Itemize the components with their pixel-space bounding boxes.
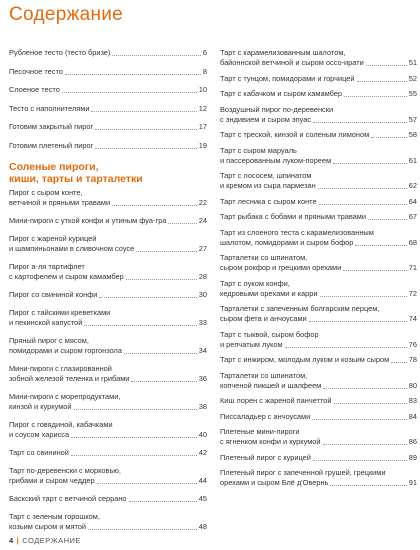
dot-leader [334,403,407,404]
toc-page-number: 78 [408,355,417,364]
toc-page-number: 52 [408,73,417,83]
toc-entry-title-line: Тарт с зеленым горошком, [9,511,100,521]
toc-entry-row [220,238,417,248]
toc-entry-title-line: Писсаладьер с анчоусами [220,411,311,421]
footer-separator: | [16,536,20,545]
dot-leader [323,388,407,389]
toc-page-number: 84 [408,411,417,421]
dot-leader [136,251,197,252]
toc-entry-title-line: помидорами и сыром горгонзола [9,345,122,355]
toc-entry[interactable] [9,85,207,95]
toc-entry[interactable] [9,67,207,77]
dot-leader [371,137,407,138]
toc-entry-row [9,374,207,384]
toc-entry-title-line: и кремом из сыра пармезан [220,181,316,190]
dot-leader [71,437,197,438]
toc-entry[interactable] [9,512,207,532]
toc-page-number: 61 [408,155,417,165]
toc-entry-row [9,67,207,77]
toc-entry-title-line: Мини-пироги с морепродуктами, [9,391,121,401]
dot-leader [313,122,407,123]
toc-page-number: 83 [408,396,417,405]
toc-entry-title-line: Пирог с жареной курицей [9,233,97,243]
toc-entry-title-line: Тарт из слоеного теста с карамелизованным [220,227,374,237]
page-title: Содержание [9,4,124,25]
toc-entry-title-line: и пекинской капустой [9,317,83,327]
toc-entry[interactable] [9,216,207,226]
dot-leader [320,296,407,297]
dot-leader [330,485,406,486]
toc-entry-row [220,263,417,273]
toc-page-number: 55 [408,89,417,98]
toc-entry-title-line: кедровыми орехами и карри [220,288,318,298]
dot-leader [285,347,407,348]
toc-page-number: 91 [408,478,417,487]
toc-page-number: 19 [198,140,207,150]
toc-entry-row [220,437,417,447]
dot-leader [333,163,407,164]
toc-page-number: 8 [202,66,207,76]
toc-entry[interactable] [220,197,417,207]
section-heading-line: Соленые пироги, [9,160,99,173]
toc-entry-title-line: Пирог с сыром конте, [9,187,83,197]
toc-entry-title-line: Тарт лесника с сыром конте [220,196,317,206]
toc-page-number: 76 [408,339,417,349]
toc-entry-title-line: Пирог а-ля тартифлет [9,261,85,271]
toc-page-number: 38 [198,401,207,411]
toc-right-list [220,48,417,488]
toc-entry-title-line: Тарт с инжиром, молодым луком и козьим сыром [220,355,390,364]
toc-entry[interactable] [9,420,207,440]
toc-entry-row [220,181,417,191]
toc-page-number: 33 [198,317,207,327]
toc-page-number: 71 [408,263,417,272]
toc-entry-row [9,290,207,300]
toc-entry-title-line: и репчатым луком [220,339,283,349]
section-heading-line: киши, тарты и тарталетки [9,172,143,185]
toc-entry-title-line: Пирог со свининой конфи [9,289,98,299]
toc-entry-title-line: Тарталетки со шпинатом, [220,370,308,380]
toc-page-number: 22 [198,197,207,207]
dot-leader [91,111,196,112]
toc-entry-title-line: Тарт со свининой [9,447,69,457]
toc-section-list [9,188,207,532]
toc-entry-row [9,346,207,356]
toc-entry-title-line: Готовим закрытый пирог [9,122,94,131]
toc-page-number: 24 [198,215,207,225]
dot-leader [391,362,407,363]
dot-leader [312,419,407,420]
toc-entry-row [9,476,207,486]
toc-entry[interactable] [9,392,207,412]
toc-entry-title-line: и соусом харисса [9,429,70,439]
toc-entry-title-line: с эндивием и сыром эпуас [220,114,312,124]
toc-page-number: 6 [202,48,207,57]
dot-leader [318,188,407,189]
toc-entry[interactable] [9,141,207,151]
dot-leader [112,55,201,56]
toc-entry[interactable] [9,336,207,356]
toc-entry-row [220,381,417,391]
toc-entry-title-line: с ягненком конфи и куркумой [220,437,321,446]
toc-entry-title-line: Пряный пирог с мясом, [9,335,89,345]
dot-leader [323,444,407,445]
toc-entry[interactable] [220,468,417,488]
toc-entry-row [9,272,207,282]
toc-entry-title-line: Баскский тарт с ветчиной серрано [9,493,127,503]
toc-entry-title-line: Тесто с наполнителями [9,103,90,113]
toc-entry[interactable] [9,48,207,58]
toc-entry[interactable] [220,371,417,391]
toc-entry-row [220,156,417,166]
dot-leader [168,223,196,224]
toc-entry-row [9,48,207,58]
toc-entry-title-line: и шампиньонами в сливочном соусе [9,243,135,253]
toc-entry-row [220,197,417,207]
dot-leader [95,129,197,130]
toc-entry[interactable] [220,427,417,447]
toc-entry-row [220,74,417,84]
toc-entry[interactable] [220,74,417,84]
toc-entry[interactable] [9,104,207,114]
toc-page-number: 28 [198,271,207,281]
dot-leader [112,205,197,206]
toc-entry[interactable] [9,234,207,254]
dot-leader [84,325,196,326]
toc-page-number: 40 [198,429,207,439]
toc-entry-title-line: и пассерованным луком-пореем [220,155,332,165]
toc-entry-title-line: Плетеный пирог с запеченной грушей, грецкими [220,468,386,477]
toc-entry[interactable] [220,412,417,422]
dot-leader [366,65,407,66]
toc-entry[interactable] [220,48,417,68]
toc-page-number: 72 [408,288,417,298]
toc-page-number: 51 [408,58,417,67]
toc-entry-row [220,453,417,463]
toc-page-number: 80 [408,380,417,390]
toc-entry-row [220,314,417,324]
toc-entry-title-line: Тарт с кабачком и сыром камамбер [220,89,342,98]
toc-page-number: 62 [408,181,417,190]
toc-entry-title-line: Плетеные мини-пироги [220,427,300,436]
dot-leader [71,455,197,456]
toc-entry-row [9,198,207,208]
dot-leader [74,409,197,410]
toc-entry-title-line: Тарт с карамелизованным шалотом, [220,48,346,57]
dot-leader [99,297,196,298]
toc-entry[interactable] [220,171,417,191]
dot-leader [357,81,407,82]
footer-label: СОДЕРЖАНИЕ [22,536,81,545]
toc-right-column [220,48,417,488]
toc-entry[interactable] [9,308,207,328]
dot-leader [131,381,196,382]
toc-entry-title-line: Плетеный пирог с курицей [220,452,311,462]
toc-page-number: 27 [198,243,207,253]
toc-entry-title-line: Пирог с тайскими креветками [9,307,111,317]
toc-page-number: 34 [198,345,207,355]
toc-page-number: 44 [198,475,207,485]
toc-entry[interactable] [220,304,417,324]
toc-entry-title-line: зобной железой теленка и грибами [9,373,130,383]
toc-entry[interactable] [220,453,417,463]
dot-leader [62,92,197,93]
toc-entry-title-line: Готовим плетеный пирог [9,140,94,150]
toc-entry-title-line: копченой пикшей и шалфеем [220,380,322,390]
toc-page-number: 89 [408,452,417,462]
toc-page-number: 45 [198,493,207,503]
toc-entry-title-line: Тарт с тыквой, сыром бофор [220,329,319,339]
toc-entry[interactable] [220,130,417,140]
dot-leader [368,219,407,220]
dot-leader [319,204,407,205]
section-heading [9,161,207,185]
toc-entry-row [9,430,207,440]
toc-entry-title-line: сыром рокфор и грецкими орехами [220,263,342,272]
toc-page-number: 12 [198,103,207,113]
toc-entry-title-line: с картофелем и сыром камамбер [9,271,124,281]
toc-entry-title-line: Тарт с тунцом, помидорами и горчицей [220,73,355,83]
toc-entry-row [9,85,207,95]
toc-entry[interactable] [220,105,417,125]
toc-page-number: 48 [198,521,207,531]
toc-entry[interactable] [9,364,207,384]
toc-entry[interactable] [220,253,417,273]
toc-page-number: 58 [408,130,417,139]
toc-entry-row [9,244,207,254]
toc-page-number: 86 [408,437,417,446]
toc-entry[interactable] [9,262,207,282]
toc-page-number: 64 [408,196,417,206]
toc-entry[interactable] [9,122,207,132]
dot-leader [355,245,406,246]
dot-leader [97,483,197,484]
toc-page-number: 10 [198,85,207,94]
dot-leader [313,460,407,461]
toc-entry-row [220,478,417,488]
dot-leader [126,279,197,280]
toc-entry-title-line: Тарт по-деревенски с морковью, [9,465,121,475]
toc-entry[interactable] [9,290,207,300]
toc-entry-row [220,115,417,125]
page-footer [9,536,81,545]
toc-entry-row [220,89,417,99]
toc-entry-title-line: сыром фета и анчоусами [220,314,307,323]
toc-page-number: 68 [408,237,417,247]
toc-entry[interactable] [220,279,417,299]
toc-page-number: 74 [408,314,417,323]
toc-entry-title-line: Тарталетки с запеченным болгарским перцем, [220,304,380,313]
toc-entry[interactable] [9,188,207,208]
dot-leader [65,74,201,75]
toc-page-number: 30 [198,289,207,299]
dot-leader [309,321,407,322]
toc-entry[interactable] [9,494,207,504]
toc-entry-title-line: Тарт с сыром маруаль [220,145,297,155]
toc-entry[interactable] [220,146,417,166]
toc-entry-title-line: Слоеное тесто [9,85,60,94]
toc-entry-row [9,494,207,504]
toc-entry-title-line: Тарт рыбака с бобами и пряными травами [220,212,367,221]
toc-page-number: 17 [198,122,207,131]
dot-leader [88,529,197,530]
dot-leader [344,96,407,97]
toc-entry-title-line: кинзой и куркумой [9,401,72,411]
toc-entry-title-line: ветчиной и пряными травами [9,197,111,207]
toc-entry-row [9,216,207,226]
toc-entry-title-line: Песочное тесто [9,66,63,76]
toc-entry[interactable] [220,228,417,248]
toc-entry-row [220,289,417,299]
toc-entry-row [9,522,207,532]
toc-entry-row [220,355,417,365]
toc-entry-title-line: Мини-пироги с уткой конфи и утиным фуа-гра [9,215,167,225]
toc-entry-row [9,318,207,328]
dot-leader [124,353,197,354]
toc-entry-row [9,104,207,114]
toc-entry-row [220,212,417,222]
toc-entry[interactable] [220,212,417,222]
toc-entry[interactable] [9,448,207,458]
toc-entry-row [220,396,417,406]
toc-entry-row [220,58,417,68]
toc-entry-title-line: Киш лорен с жареной панчеттой [220,396,332,405]
toc-page-number: 57 [408,114,417,124]
toc-entry-title-line: орехами и сыром Блё д'Овернь [220,478,329,487]
toc-entry[interactable] [220,330,417,350]
page-number: 4 [9,536,14,545]
toc-entry-title-line: Рубленое тесто (тесто бризе) [9,48,111,57]
toc-entry-title-line: грибами и сыром чеддер [9,475,95,485]
toc-left-column [9,48,207,532]
toc-entry-row [220,130,417,140]
toc-entry-row [9,122,207,132]
toc-entry-title-line: Воздушный пирог по-деревенски [220,104,334,114]
toc-entry-title-line: Тарт с лососем, шпинатом [220,171,312,180]
toc-entry[interactable] [9,466,207,486]
toc-entry[interactable] [220,89,417,99]
toc-entry-title-line: шалотом, помидорами и сыром бофор [220,237,354,247]
dot-leader [95,148,196,149]
toc-entry[interactable] [220,396,417,406]
toc-entry-row [9,448,207,458]
toc-entry-title-line: байоннской ветчиной и сыром оссо-ирати [220,58,364,67]
toc-entry-row [220,340,417,350]
toc-entry-title-line: Тарт с луком конфи, [220,278,290,288]
toc-entry-title-line: козьим сыром и мятой [9,521,87,531]
toc-page-number: 67 [408,212,417,221]
toc-entry-row [9,141,207,151]
toc-entry-title-line: Тарт с треской, кинзой и соленым лимоном [220,130,370,139]
dot-leader [343,270,407,271]
toc-entry-title-line: Мини-пироги с глазированной [9,363,112,373]
toc-entry-row [220,412,417,422]
toc-entry-title-line: Пирог с говядиной, кабачками [9,419,113,429]
toc-entry[interactable] [220,355,417,365]
toc-intro-list [9,48,207,151]
toc-page-number: 42 [198,447,207,457]
dot-leader [129,501,197,502]
toc-page-number: 36 [198,373,207,383]
toc-entry-row [9,402,207,412]
toc-entry-title-line: Тарталетки со шпинатом, [220,253,308,262]
